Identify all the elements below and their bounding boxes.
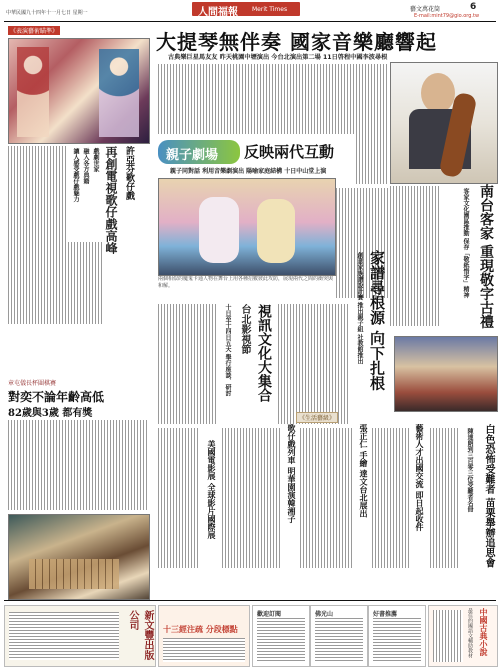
ad-classics-title: 十三經注疏 分段標點 — [163, 624, 238, 634]
opera-deck: 許亞芬歌仔戲 — [124, 146, 134, 200]
opera-photo — [8, 38, 150, 144]
ad-box-2 — [310, 605, 368, 667]
ad-publisher-name: 新文豐出版公司 — [127, 610, 153, 660]
go-subtitle: 82歲與3歲 都有獎 — [8, 408, 93, 419]
logo — [192, 2, 300, 16]
genealogy-subtitle: 創意家族譜設計賽 推出親子組 社教館推出 — [356, 252, 363, 365]
left-column — [4, 24, 152, 374]
opera-body-text — [8, 146, 66, 324]
main-story-text-2 — [356, 64, 388, 184]
white-terror-text — [430, 428, 460, 568]
kids-title-art — [158, 140, 240, 164]
go-photo — [8, 514, 150, 600]
bottom-text-d — [372, 428, 410, 568]
ad-novels-sub: 最佳的國語文輔助教材 — [467, 608, 473, 658]
kids-caption: 兩個相似的魔鬼卡通人物在舞台上用各種招數彼此攻防，展現兩代之間的衝突與和解。 — [158, 276, 334, 289]
opera-title: 再創電視歌仔戲高峰 — [104, 146, 118, 254]
ad-classics-text — [163, 638, 245, 662]
kids-title: 反映兩代互動 — [244, 143, 335, 161]
masthead-rule — [4, 21, 496, 22]
bottom-text-a — [158, 428, 198, 568]
ad-novels — [428, 605, 498, 667]
taipei-deck: 台北影視節 — [239, 304, 250, 354]
ad-publisher — [4, 605, 156, 667]
bottom-text-c — [300, 428, 354, 568]
white-terror-title: 白色恐怖受難者 苗栗舉辦追思會 — [483, 424, 494, 568]
taipei-text — [158, 304, 218, 424]
ads-strip — [4, 600, 496, 667]
main-headline: 大提琴無伴奏 國家音樂廳響起 — [156, 30, 437, 54]
section-name: 藝文萬花筒 — [410, 6, 441, 13]
exchange-title: 藝術人才出國交流 即日起收件 — [415, 424, 425, 531]
masthead — [0, 0, 500, 24]
ad-classics — [158, 605, 250, 667]
ad-publisher-text — [9, 612, 119, 660]
ad-box-1-text — [257, 618, 305, 662]
nantai-text — [390, 186, 440, 326]
opera-body-text-2 — [68, 242, 102, 324]
ad-box-2-text — [315, 618, 363, 662]
main-story-text — [158, 64, 354, 134]
ad-box-1 — [252, 605, 310, 667]
go-body-text — [8, 420, 148, 510]
kids-subtitle: 親子同對話 利用音樂劇演出 陽喻家庭結構 十日中山堂上演 — [170, 168, 327, 175]
kids-title-art-text: 親子劇場 — [166, 148, 219, 163]
nantai-subtitle: 客家文化園區推動 保存「敬紙惜字」精神 — [462, 188, 469, 299]
page-number: 6 — [470, 2, 477, 12]
stage-photo — [394, 336, 498, 412]
culture-tag: 《生活藝級》 — [296, 412, 338, 423]
section-tag: 《表演藝術瞄準》 — [10, 28, 59, 35]
taipei-subtitle: 十日至十四日五天 舉行座談、研討 — [224, 304, 231, 397]
us-movie-title: 美國電影展 全球影片國際展 — [207, 440, 217, 539]
cellist-photo — [390, 62, 498, 184]
genealogy-title: 家譜尋根源 向下扎根 — [368, 250, 386, 391]
taipei-title: 視訊文化大集合 — [256, 304, 272, 402]
logo-en: Merit Times — [252, 6, 288, 13]
masthead-date: 中華民國九十四年十一月七日 星期一 — [6, 10, 88, 16]
ad-novels-text — [433, 610, 463, 662]
bottom-text-b — [222, 428, 282, 568]
opera-train-title: 歌仔戲列車 明華園演韓湘子 — [287, 424, 297, 523]
go-story — [4, 378, 152, 600]
opera-sub-2: 融入各方典籍 — [82, 148, 89, 184]
opera-sub-1: 戲劇世家 — [92, 148, 99, 172]
email-address: E-mail:mint79@gio.org.tw — [414, 13, 480, 19]
ad-box-1-title: 歡迎訂閱 — [257, 611, 282, 618]
ad-box-2-title: 佛光山 — [315, 611, 334, 618]
nantai-title: 南台客家 重現敬字古禮 — [478, 184, 494, 329]
ad-box-3-title: 好書推薦 — [373, 611, 398, 618]
ad-box-3 — [368, 605, 426, 667]
ad-novels-title: 中國古典小說 — [479, 608, 489, 656]
kids-photo — [158, 178, 336, 276]
exhibit-title: 張正仁 手繪 達文台北展出 — [359, 424, 369, 518]
genealogy-text — [278, 304, 348, 424]
white-terror-sub: 陳達朗到三百零三位受難者名冊 — [466, 428, 473, 512]
go-section-tag: 章屯儀長杯圍棋賽 — [8, 380, 57, 387]
opera-sub-3: 讓人感受戲仔戲魅力 — [72, 148, 79, 202]
go-title: 對奕不論年齡高低 — [8, 390, 105, 404]
main-subheadline: 古典樂巨星馬友友 昨天桃園中壢演出 今台北演出第二場 11日啓程中國李波尋根 — [168, 54, 388, 61]
logo-cn: 人間福報 — [198, 7, 238, 18]
ad-box-3-text — [373, 618, 421, 662]
